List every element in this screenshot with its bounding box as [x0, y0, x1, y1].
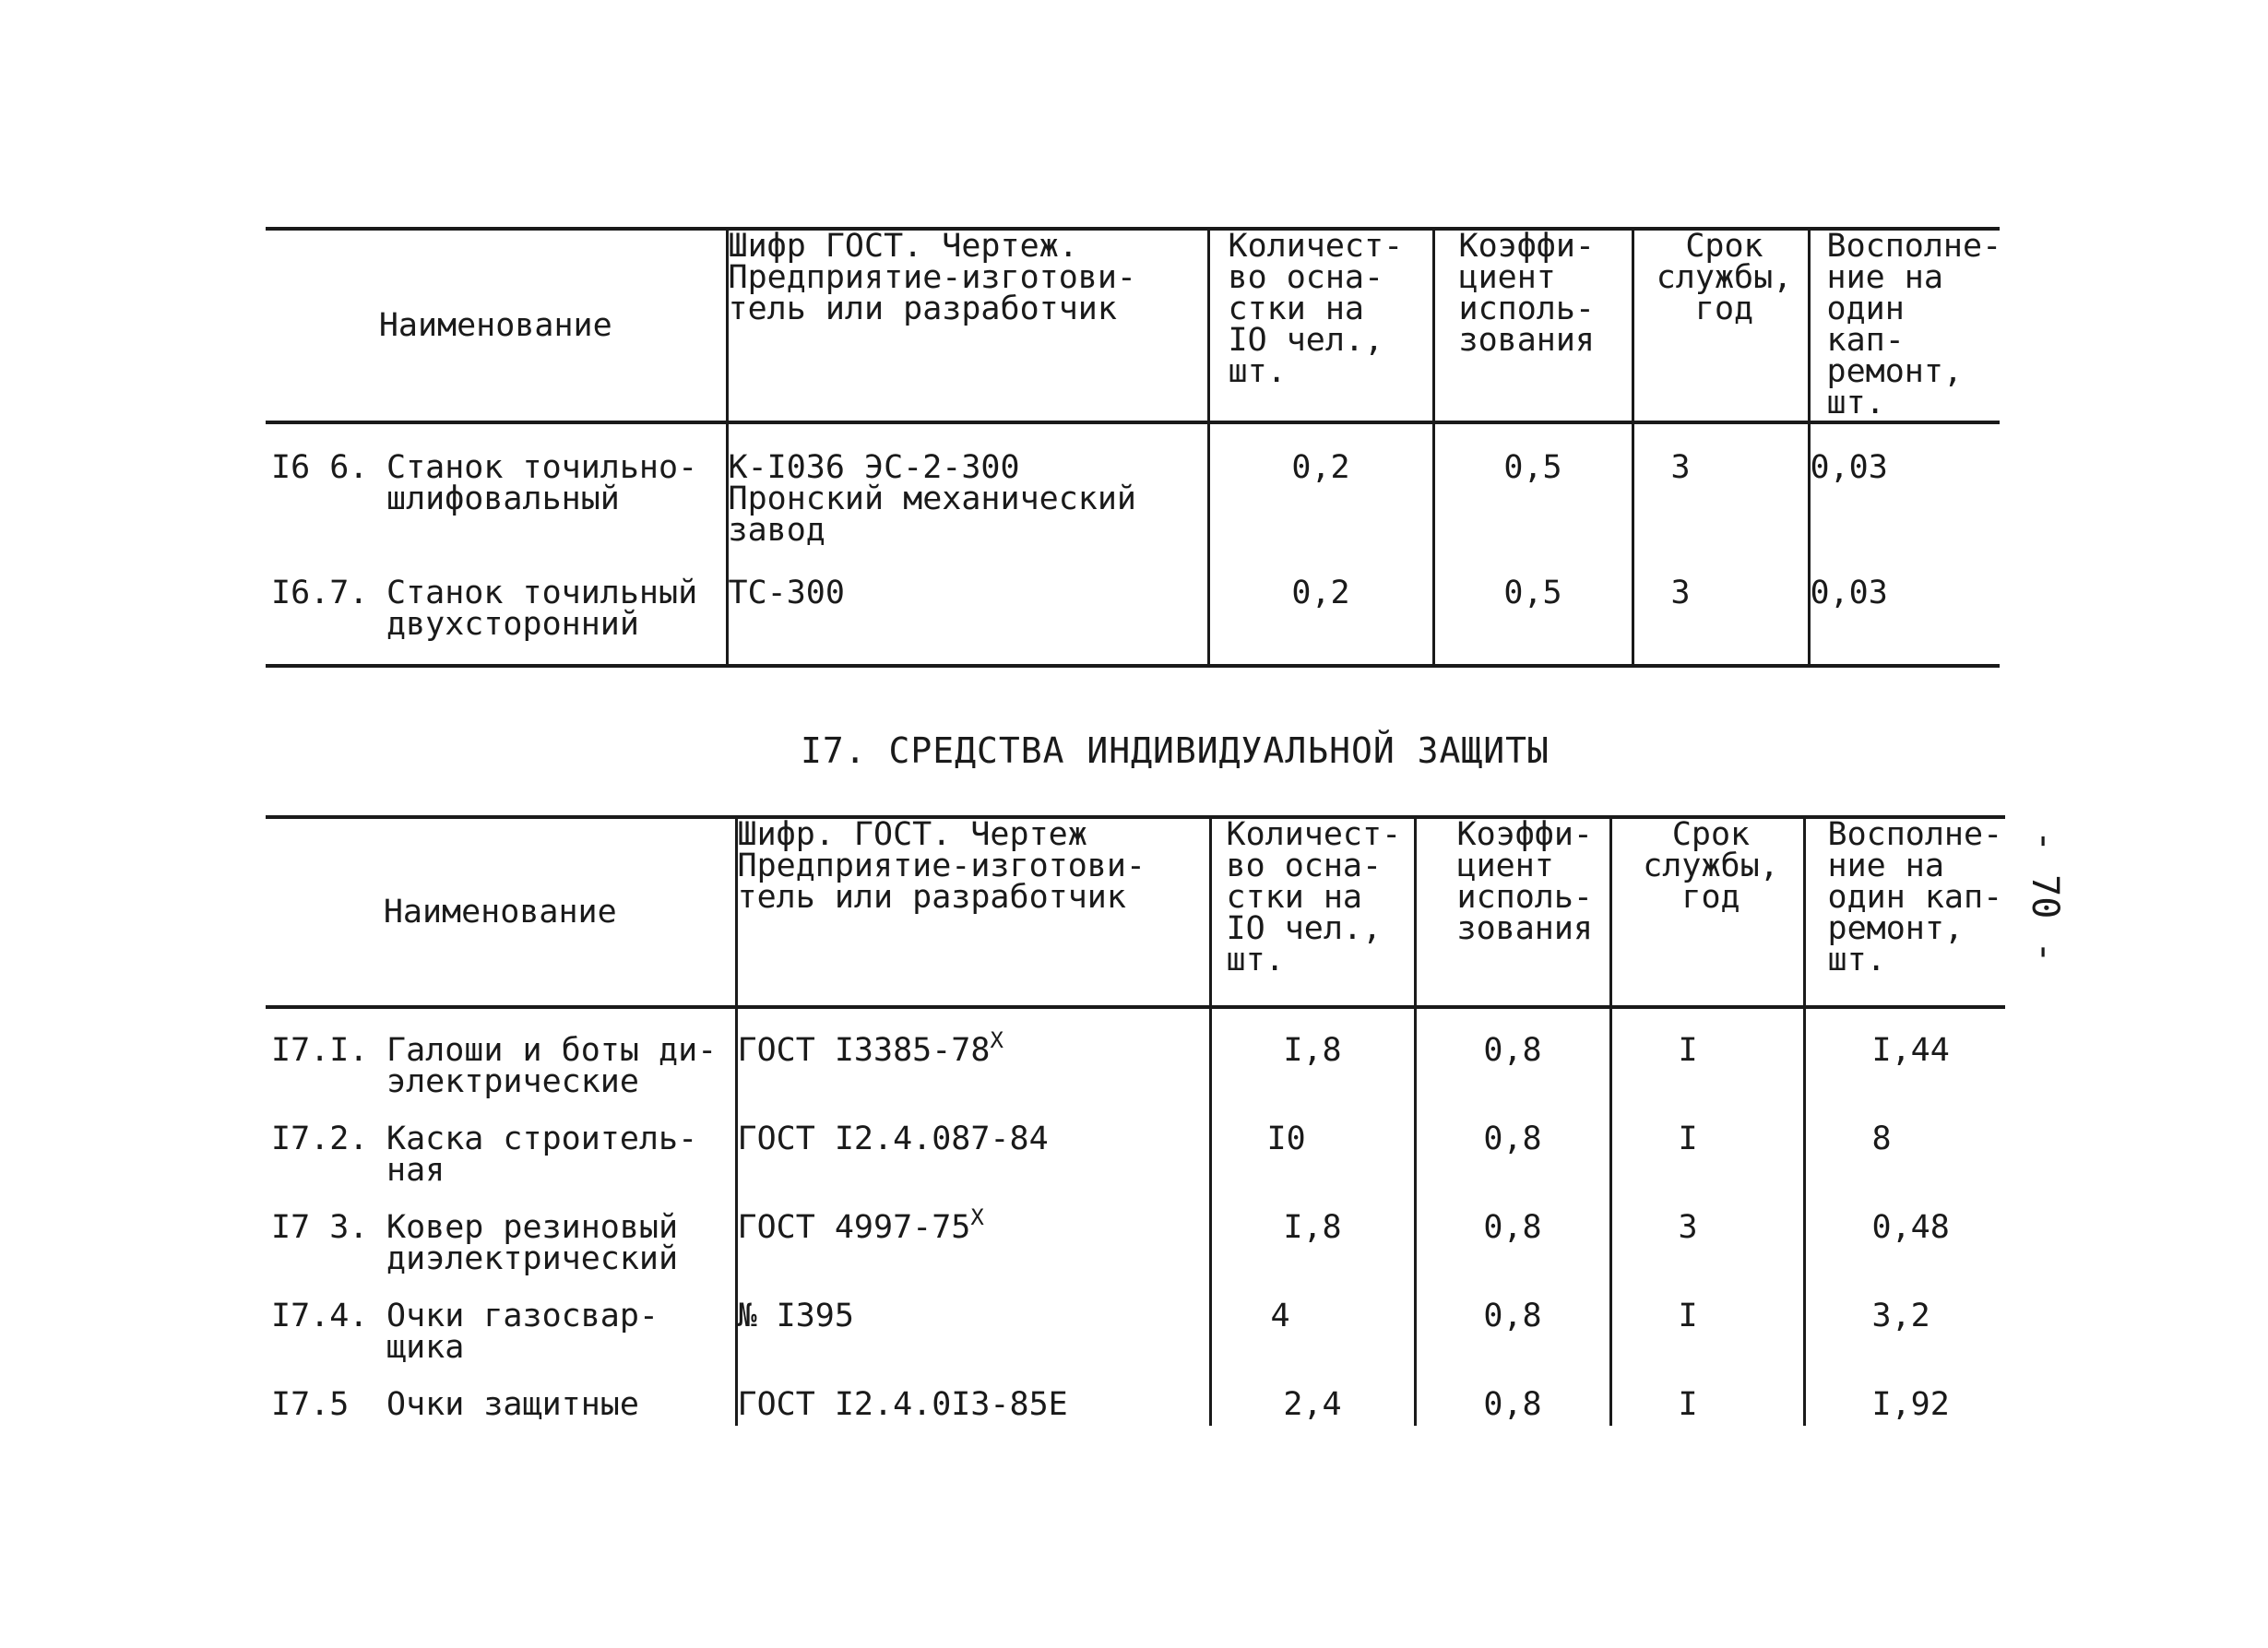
page-number: - 70 - [2024, 830, 2066, 964]
code-superscript: X [970, 1204, 984, 1230]
row-quantity: I0 [1210, 1103, 1415, 1192]
row-service-life: I [1610, 1369, 1804, 1426]
row-name: Станок точильно- шлифовальный [386, 449, 698, 517]
row-replenishment: I,92 [1804, 1369, 2005, 1426]
row-code: № I395 [736, 1280, 1210, 1369]
row-name: Станок точильный двухсторонний [386, 575, 698, 643]
col-header-replenishment: Восполне- ние на один кап- ремонт, шт. [1809, 229, 2000, 422]
col-header-quantity: Количест- во осна- стки на IO чел., шт. [1208, 229, 1433, 422]
row-code: ГОСТ I2.4.0I3-85E [736, 1369, 1210, 1426]
row-quantity: 2,4 [1210, 1369, 1415, 1426]
row-service-life: I [1610, 1103, 1804, 1192]
table-row [266, 422, 2000, 561]
row-replenishment: 3,2 [1804, 1280, 2005, 1369]
row-name: Очки защитные [386, 1386, 639, 1423]
row-replenishment: 8 [1804, 1103, 2005, 1192]
code-superscript: X [990, 1027, 1003, 1053]
row-coefficient: 0,8 [1415, 1369, 1610, 1426]
table-header-row [266, 817, 2005, 1007]
row-quantity: I,8 [1210, 1192, 1415, 1280]
row-replenishment: 0,48 [1804, 1192, 2005, 1280]
col-header-code: Шифр ГОСТ. Чертеж. Предприятие-изготови- тель или разработчик [727, 229, 1208, 422]
row-code: ГОСТ $I3385-78^X$ [736, 1007, 1210, 1103]
row-service-life: I [1610, 1280, 1804, 1369]
table-header-row [266, 229, 2000, 422]
table-row [266, 1103, 2005, 1192]
row-replenishment: 0,03 [1809, 561, 2000, 666]
row-replenishment: I,44 [1804, 1007, 2005, 1103]
table-row [266, 561, 2000, 666]
row-coefficient: 0,8 [1415, 1192, 1610, 1280]
row-number: I7 3. [271, 1209, 369, 1246]
row-service-life: I [1610, 1007, 1804, 1103]
table-row [266, 1192, 2005, 1280]
protective-equipment-table-17 [266, 815, 2005, 1426]
col-header-name: Наименование [266, 817, 736, 1007]
row-name: Ковер резиновый диэлектрический [386, 1209, 679, 1277]
row-quantity: 4 [1210, 1280, 1415, 1369]
col-header-replenishment: Восполне- ние на один кап- ремонт, шт. [1804, 817, 2005, 1007]
row-coefficient: 0,8 [1415, 1280, 1610, 1369]
col-header-service-life: Срок службы, год [1633, 229, 1809, 422]
row-service-life: 3 [1610, 1192, 1804, 1280]
row-number: I6.7. [271, 575, 369, 611]
row-number: I7.I. [271, 1032, 369, 1069]
col-header-code: Шифр. ГОСТ. Чертеж Предприятие-изготови- тель или разработчик [736, 817, 1210, 1007]
row-coefficient: 0,8 [1415, 1103, 1610, 1192]
col-header-name: Наименование [266, 229, 727, 422]
row-number: I6 6. [271, 449, 369, 486]
table-row [266, 1369, 2005, 1426]
table-row [266, 1007, 2005, 1103]
table-row [266, 1280, 2005, 1369]
row-code: ГОСТ I2.4.087-84 [736, 1103, 1210, 1192]
col-header-service-life: Срок службы, год [1610, 817, 1804, 1007]
row-number: I7.4. [271, 1298, 369, 1334]
row-code: ТС-300 [727, 561, 1208, 666]
equipment-table-16 [266, 227, 2000, 668]
row-number: I7.2. [271, 1120, 369, 1157]
row-name: Каска строитель- ная [386, 1120, 698, 1189]
row-service-life: 3 [1633, 422, 1809, 561]
row-code: К-I036 ЭС-2-300 Пронский механический завод [727, 422, 1208, 561]
col-header-coefficient: Коэффи- циент исполь- зования [1433, 229, 1633, 422]
row-coefficient: 0,8 [1415, 1007, 1610, 1103]
row-quantity: 0,2 [1208, 422, 1433, 561]
row-name: Очки газосвар- щика [386, 1298, 659, 1366]
row-coefficient: 0,5 [1433, 422, 1633, 561]
row-name: Галоши и боты ди- электрические [386, 1032, 718, 1100]
row-code: ГОСТ $4997-75^X$ [736, 1192, 1210, 1280]
col-header-quantity: Количест- во осна- стки на IO чел., шт. [1210, 817, 1415, 1007]
row-service-life: 3 [1633, 561, 1809, 666]
col-header-coefficient: Коэффи- циент исполь- зования [1415, 817, 1610, 1007]
section-title: I7. СРЕДСТВА ИНДИВИДУАЛЬНОЙ ЗАЩИТЫ [801, 730, 1550, 771]
row-number: I7.5 [271, 1386, 350, 1423]
row-coefficient: 0,5 [1433, 561, 1633, 666]
row-replenishment: 0,03 [1809, 422, 2000, 561]
row-quantity: 0,2 [1208, 561, 1433, 666]
row-quantity: I,8 [1210, 1007, 1415, 1103]
